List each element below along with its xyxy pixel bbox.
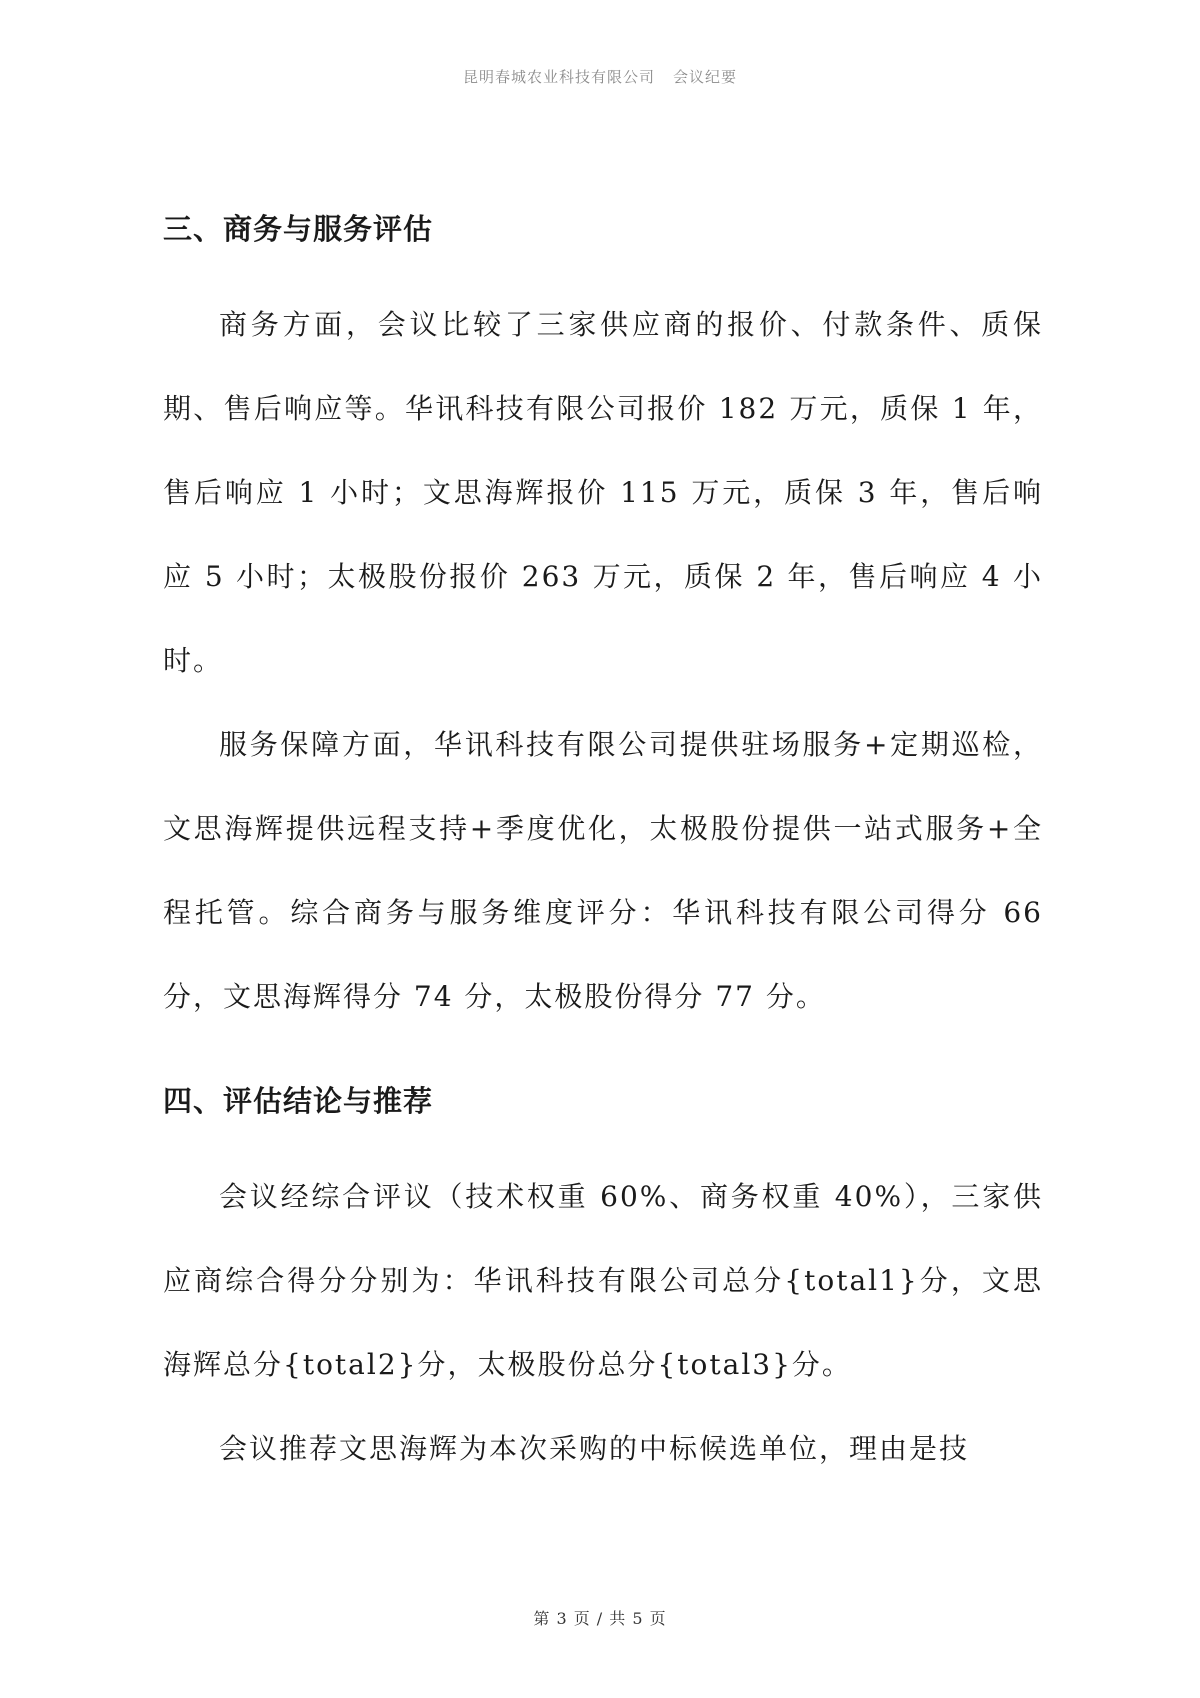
header-company: 昆明春城农业科技有限公司 [462,68,655,86]
section-3-paragraph-2: 服务保障方面，华讯科技有限公司提供驻场服务+定期巡检，文思海辉提供远程支持+季度优化，太极股份提供一站式服务+全程托管。综合商务与服务维度评分：华讯科技有限公司得分 66 分，文思海辉得分 74 分，太极股份得分 77 分。 [163,728,1043,1013]
section-3-paragraph-1: 商务方面，会议比较了三家供应商的报价、付款条件、质保期、售后响应等。华讯科技有限公司报价 182 万元，质保 1 年，售后响应 1 小时；文思海辉报价 115 万元，质保 3 年，售后响应 5 小时；太极股份报价 263 万元，质保 2 年，售后响应 4 小时。 [163,308,1043,677]
page-footer: 第 3 页 / 共 5 页 [533,1609,667,1628]
section-heading-4: 四、评估结论与推荐 [163,1084,434,1118]
section-4-paragraph-2: 会议推荐文思海辉为本次采购的中标候选单位，理由是技 [219,1432,970,1465]
page-header [0,66,1200,87]
section-heading-3: 三、商务与服务评估 [163,212,434,246]
section-4-paragraph-1: 会议经综合评议（技术权重 60%、商务权重 40%），三家供应商综合得分分别为：华讯科技有限公司总分{total1}分，文思海辉总分{total2}分，太极股份总分{total3}分。 [163,1180,1043,1381]
document-body [163,205,1043,1491]
header-doc-type: 会议纪要 [673,68,738,86]
